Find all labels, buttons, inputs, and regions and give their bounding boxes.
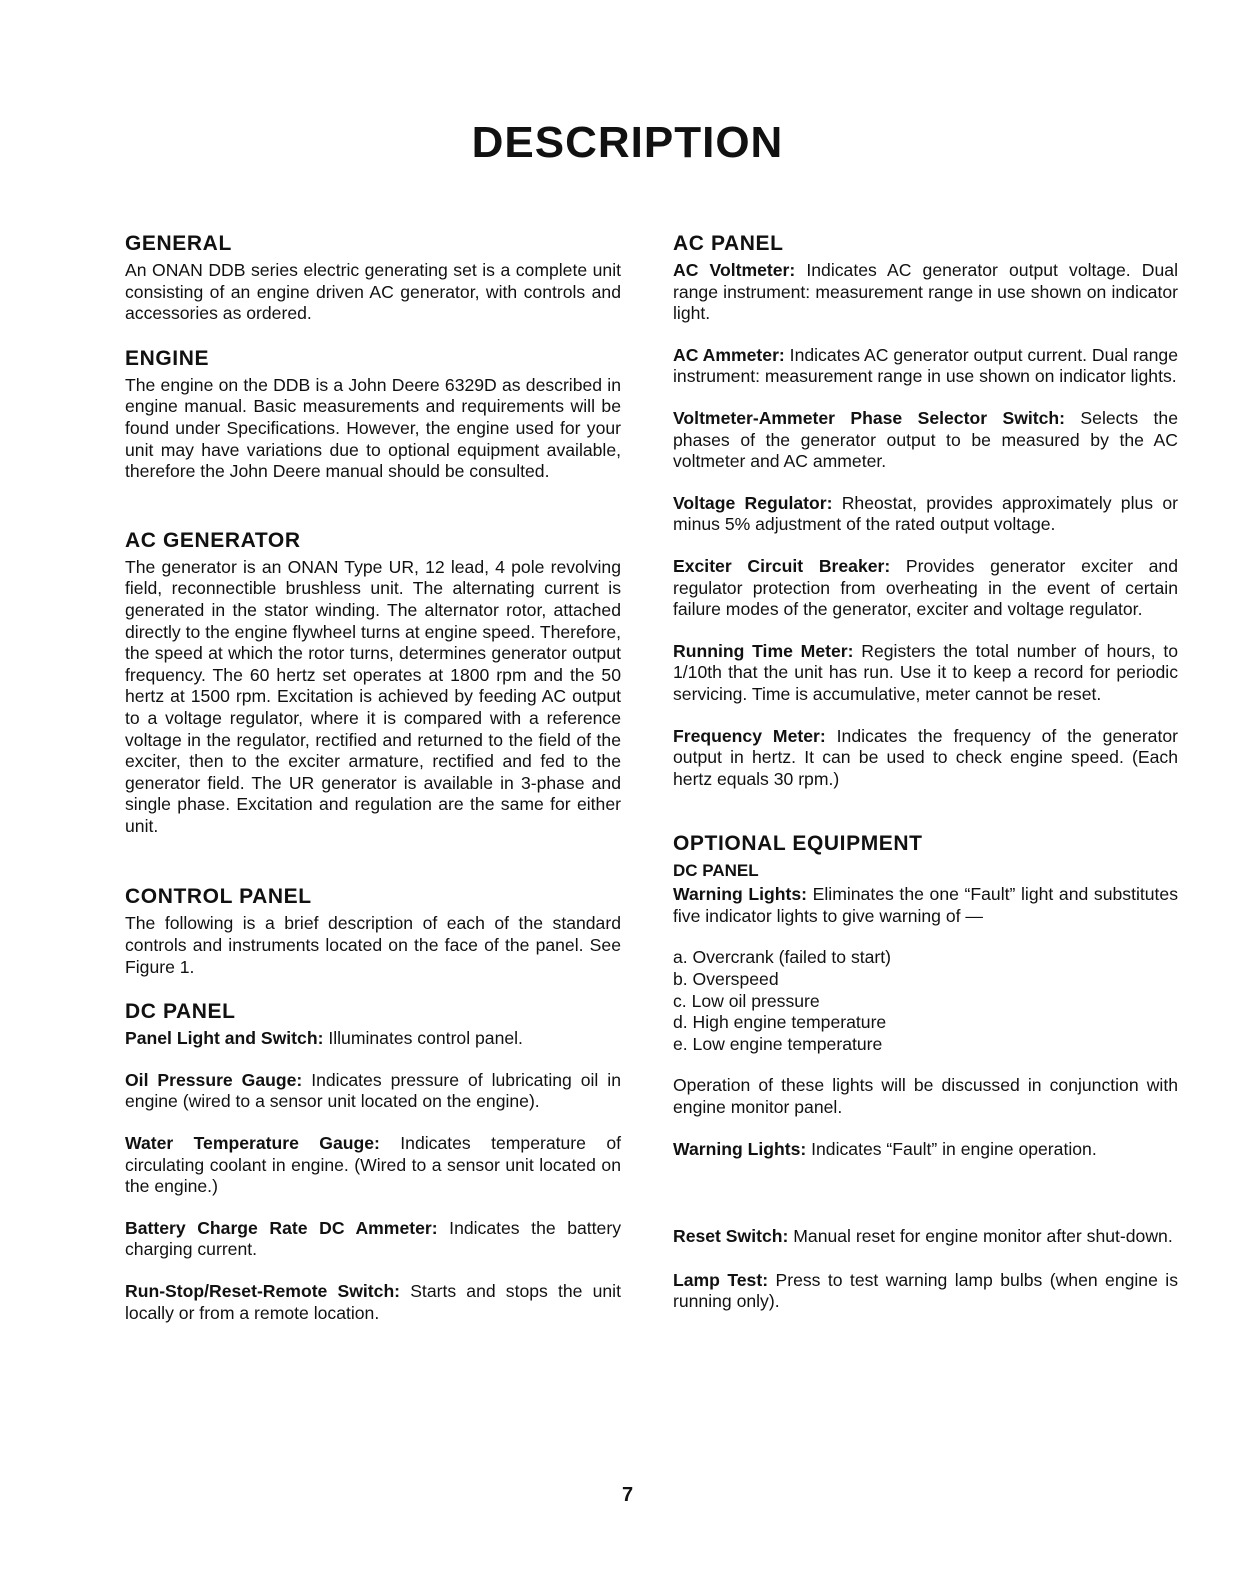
entry-term: Warning Lights: <box>673 1138 807 1159</box>
entry-term: Voltmeter-Ammeter Phase Selector Switch: <box>673 407 1066 428</box>
entry-term: AC Ammeter: <box>673 344 785 365</box>
optional-equipment-heading: OPTIONAL EQUIPMENT <box>673 832 923 856</box>
entry-text: Press to test warning lamp bulbs (when engine is running only). <box>673 1269 1178 1312</box>
panel-light-entry <box>125 1028 621 1050</box>
ac-voltmeter-entry <box>673 260 1178 325</box>
general-section <box>125 230 621 325</box>
lamp-test-entry <box>673 1270 1178 1313</box>
page-title: DESCRIPTION <box>471 118 784 167</box>
entry-text: Illuminates control panel. <box>323 1028 523 1049</box>
entry-term: Warning Lights: <box>673 884 807 905</box>
phase-selector-entry <box>673 408 1178 473</box>
optional-equipment-section <box>673 830 1178 1313</box>
ac-generator-heading: AC GENERATOR <box>125 528 301 552</box>
general-heading: GENERAL <box>125 232 232 255</box>
entry-term: Water Temperature Gauge: <box>125 1133 380 1154</box>
entry-term: Frequency Meter: <box>673 725 826 746</box>
entry-text: Indicates the frequency of the generator output in hertz. It can be used to check engine speed. (Each hertz equals 30 rpm.) <box>673 725 1178 789</box>
list-item: d. High engine temperature <box>673 1012 887 1033</box>
left-column <box>125 230 621 1324</box>
control-panel-heading: CONTROL PANEL <box>125 885 312 909</box>
ac-ammeter-entry <box>673 345 1178 388</box>
entry-term: AC Voltmeter: <box>673 260 796 280</box>
engine-heading: ENGINE <box>125 346 210 370</box>
entry-text: Starts and stops the unit locally or from a remote location. <box>125 1281 621 1323</box>
entry-text: Eliminates the one “Fault” light and substitutes five indicator lights to give warning of — <box>673 884 1179 926</box>
dc-panel-heading: DC PANEL <box>125 1000 236 1024</box>
engine-text: The engine on the DDB is a John Deere 6329D as described in engine manual. Basic measurements and requirements will be found under Specifications. However, the engine used for your unit may have variations due to optional equipment available, therefore the John Deere manual should be consulted. <box>125 374 621 482</box>
entry-text: Manual reset for engine monitor after shut-down. <box>788 1226 1173 1247</box>
entry-term: Battery Charge Rate DC Ammeter: <box>125 1217 438 1238</box>
entry-term: Running Time Meter: <box>673 640 854 661</box>
list-item: c. Low oil pressure <box>673 990 820 1011</box>
entry-text: Selects the phases of the generator output to be measured by the AC voltmeter and AC ammeter. <box>673 407 1178 472</box>
warning-lights-entry <box>673 884 1178 927</box>
reset-switch-entry <box>673 1226 1178 1248</box>
water-temperature-entry <box>125 1133 621 1198</box>
page-number: 7 <box>621 1484 634 1506</box>
entry-text: Provides generator exciter and regulator protection from overheating in the event of certain failure modes of the generator, exciter and voltage regulator. <box>673 555 1178 620</box>
entry-term: Reset Switch: <box>673 1226 789 1247</box>
ac-panel-heading: AC PANEL <box>673 232 784 255</box>
oil-pressure-entry <box>125 1070 621 1113</box>
battery-charge-entry <box>125 1218 621 1261</box>
ac-panel-section <box>673 230 1178 790</box>
entry-text: Indicates the battery charging current. <box>125 1217 622 1260</box>
run-stop-switch-entry <box>125 1281 621 1324</box>
general-text: An ONAN DDB series electric generating set is a complete unit consisting of an engine driven AC generator, with controls and accessories as ordered. <box>125 260 621 324</box>
voltage-regulator-entry <box>673 493 1178 536</box>
optional-dc-panel-subheading: DC PANEL <box>673 861 759 881</box>
entry-term: Voltage Regulator: <box>673 492 833 513</box>
engine-section <box>125 345 621 483</box>
entry-text: Indicates pressure of lubricating oil in engine (wired to a sensor unit located on the engine). <box>125 1069 621 1112</box>
frequency-meter-entry <box>673 726 1178 791</box>
entry-term: Oil Pressure Gauge: <box>125 1069 303 1090</box>
control-panel-text: The following is a brief description of each of the standard controls and instruments located on the face of the panel. See Figure 1. <box>125 913 621 977</box>
entry-term: Panel Light and Switch: <box>125 1028 324 1049</box>
ac-generator-text: The generator is an ONAN Type UR, 12 lead, 4 pole revolving field, reconnectible brushless unit. The alternating current is generated in the stator winding. The alternator rotor, attached directly to the engine flywheel turns at engine speed. Therefore, the speed at which the rotor turns, determines generator output frequency. The 60 hertz set operates at 1800 rpm and the 50 hertz at 1500 rpm. Excitation is achieved by feeding AC output to a voltage regulator, where it is compared with a reference voltage in the regulator, rectified and returned to the field of the exciter, then to the exciter armature, rectified and fed to the generator field. The UR generator is available in 3-phase and single phase. Excitation and regulation are the same for either unit. <box>125 556 621 836</box>
entry-text: Registers the total number of hours, to 1/10th that the unit has run. Use it to keep a record for periodic servicing. Time is accumulative, meter cannot be reset. <box>673 640 1178 704</box>
list-item: b. Overspeed <box>673 969 779 990</box>
running-time-meter-entry <box>673 641 1178 706</box>
operation-text: Operation of these lights will be discussed in conjunction with engine monitor panel. <box>673 1075 1178 1118</box>
list-item: a. Overcrank (failed to start) <box>673 947 892 968</box>
entry-term: Run-Stop/Reset-Remote Switch: <box>125 1281 401 1301</box>
right-column <box>673 230 1178 1313</box>
ac-generator-section <box>125 527 621 838</box>
entry-text: Indicates AC generator output current. Dual range instrument: measurement range in use shown on indicator lights. <box>673 344 1178 387</box>
list-item: e. Low engine temperature <box>673 1033 883 1054</box>
entry-term: Lamp Test: <box>673 1269 769 1290</box>
warning-list <box>673 947 1178 1055</box>
entry-text: Indicates “Fault” in engine operation. <box>806 1138 1097 1159</box>
exciter-breaker-entry <box>673 556 1178 621</box>
warning-lights-fault-entry <box>673 1139 1178 1161</box>
entry-text: Indicates AC generator output voltage. Dual range instrument: measurement range in use shown on indicator light. <box>673 260 1178 324</box>
entry-text: Indicates temperature of circulating coolant in engine. (Wired to a sensor unit located on the engine.) <box>125 1133 621 1197</box>
dc-panel-section <box>125 998 621 1324</box>
entry-term: Exciter Circuit Breaker: <box>673 555 891 576</box>
control-panel-section <box>125 883 621 978</box>
entry-text: Rheostat, provides approximately plus or minus 5% adjustment of the rated output voltage. <box>673 492 1178 535</box>
